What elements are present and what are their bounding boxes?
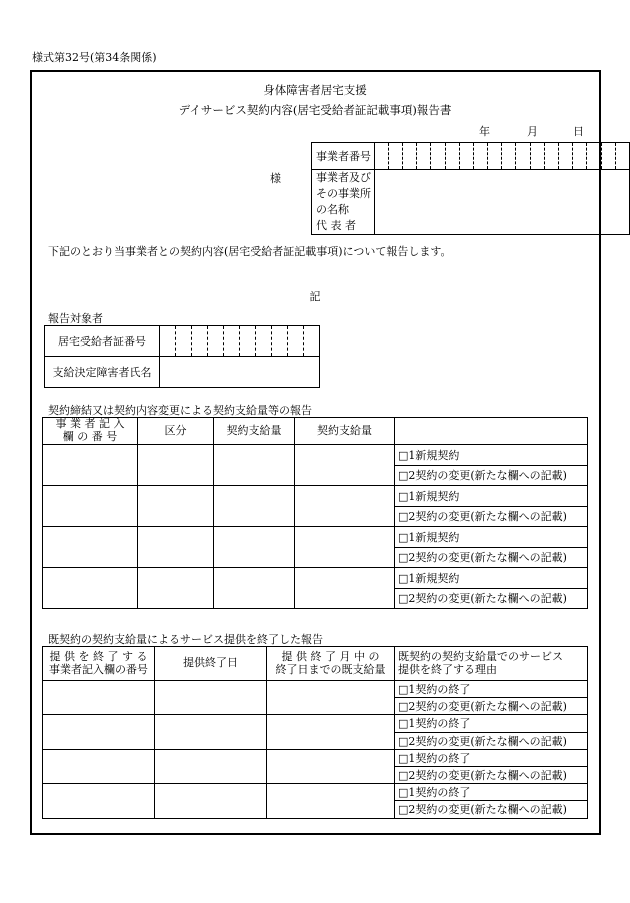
col-category: 区分 — [138, 418, 214, 445]
ki-heading: 記 — [309, 290, 321, 303]
business-number-digit[interactable] — [473, 143, 487, 170]
category-cell[interactable] — [138, 568, 214, 609]
cert-number-digit[interactable] — [208, 326, 224, 357]
business-name-label: 事業者及び その事業所 の名称 代 表 者 — [312, 170, 375, 235]
end-entry-number-cell[interactable] — [43, 749, 155, 783]
amount-cell-2[interactable] — [295, 486, 395, 527]
end-entry-number-cell[interactable] — [43, 784, 155, 818]
form-number: 様式第32号(第34条関係) — [32, 51, 157, 64]
amount-cell-2[interactable] — [295, 527, 395, 568]
business-number-digit[interactable] — [417, 143, 431, 170]
option-new-contract[interactable]: □1新規契約 — [395, 568, 588, 589]
category-cell[interactable] — [138, 445, 214, 486]
col-end-date: 提供終了日 — [155, 647, 267, 681]
cert-number-digit[interactable] — [224, 326, 240, 357]
option-contract-change[interactable]: □2契約の変更(新たな欄への記載) — [395, 588, 588, 609]
col-supplied-amount: 提 供 終 了 月 中 の 終了日までの既支給量 — [267, 647, 395, 681]
service-end-table — [42, 646, 588, 819]
cert-number-digit[interactable] — [192, 326, 208, 357]
business-number-digit[interactable] — [530, 143, 544, 170]
business-number-digit[interactable] — [559, 143, 573, 170]
cert-number-digit[interactable] — [288, 326, 304, 357]
end-entry-number-cell[interactable] — [43, 715, 155, 749]
business-number-digit[interactable] — [615, 143, 629, 170]
option-contract-end[interactable]: □1契約の終了 — [395, 715, 588, 732]
business-number-digit[interactable] — [431, 143, 445, 170]
option-new-contract[interactable]: □1新規契約 — [395, 486, 588, 507]
supplied-amount-cell[interactable] — [267, 784, 395, 818]
business-number-digit[interactable] — [488, 143, 502, 170]
business-number-digit[interactable] — [445, 143, 459, 170]
cert-number-digit[interactable] — [160, 326, 176, 357]
option-contract-end[interactable]: □1契約の終了 — [395, 749, 588, 766]
notice-text: 下記のとおり当事業者との契約内容(居宅受給者証記載事項)について報告します。 — [48, 245, 452, 258]
business-number-digit[interactable] — [459, 143, 473, 170]
date-day: 日 — [573, 125, 584, 138]
entry-number-cell[interactable] — [43, 445, 138, 486]
business-number-digit[interactable] — [402, 143, 416, 170]
col-entry-number: 事 業 者 記 入 欄 の 番 号 — [43, 418, 138, 445]
addressee-suffix: 様 — [270, 172, 281, 185]
business-number-digit[interactable] — [388, 143, 402, 170]
end-date-cell[interactable] — [155, 715, 267, 749]
form-title-line2: デイサービス契約内容(居宅受給者証記載事項)報告書 — [178, 103, 452, 117]
amount-cell[interactable] — [214, 527, 295, 568]
amount-cell-2[interactable] — [295, 568, 395, 609]
col-option-header — [395, 418, 588, 445]
business-number-label: 事業者番号 — [312, 143, 375, 170]
recipient-name-label: 支給決定障害者氏名 — [45, 357, 160, 388]
col-end-reason: 既契約の契約支給量でのサービス 提供を終了する理由 — [395, 647, 588, 681]
business-info-table — [311, 142, 630, 235]
cert-number-digit[interactable] — [272, 326, 288, 357]
option-contract-change[interactable]: □2契約の変更(新たな欄への記載) — [395, 698, 588, 715]
recipient-name-field[interactable] — [160, 357, 320, 388]
cert-number-digit[interactable] — [240, 326, 256, 357]
end-date-cell[interactable] — [155, 681, 267, 715]
option-new-contract[interactable]: □1新規契約 — [395, 445, 588, 466]
end-entry-number-cell[interactable] — [43, 681, 155, 715]
report-target-table — [44, 325, 320, 388]
business-number-digit[interactable] — [587, 143, 601, 170]
entry-number-cell[interactable] — [43, 527, 138, 568]
option-new-contract[interactable]: □1新規契約 — [395, 527, 588, 548]
report-target-heading: 報告対象者 — [48, 312, 103, 325]
supplied-amount-cell[interactable] — [267, 681, 395, 715]
option-contract-change[interactable]: □2契約の変更(新たな欄への記載) — [395, 547, 588, 568]
cert-number-digit[interactable] — [176, 326, 192, 357]
cert-number-digit[interactable] — [256, 326, 272, 357]
category-cell[interactable] — [138, 527, 214, 568]
amount-cell-2[interactable] — [295, 445, 395, 486]
entry-number-cell[interactable] — [43, 568, 138, 609]
business-number-digit[interactable] — [601, 143, 615, 170]
business-number-digit[interactable] — [502, 143, 516, 170]
option-contract-end[interactable]: □1契約の終了 — [395, 681, 588, 698]
col-contract-amount-2: 契約支給量 — [295, 418, 395, 445]
business-name-field[interactable] — [374, 170, 629, 235]
end-date-cell[interactable] — [155, 784, 267, 818]
business-number-digit[interactable] — [374, 143, 388, 170]
amount-cell[interactable] — [214, 486, 295, 527]
cert-number-digit[interactable] — [304, 326, 320, 357]
date-year: 年 — [479, 125, 490, 138]
option-contract-change[interactable]: □2契約の変更(新たな欄への記載) — [395, 766, 588, 783]
category-cell[interactable] — [138, 486, 214, 527]
section2-heading: 契約締結又は契約内容変更による契約支給量等の報告 — [48, 404, 312, 417]
option-contract-change[interactable]: □2契約の変更(新たな欄への記載) — [395, 465, 588, 486]
amount-cell[interactable] — [214, 568, 295, 609]
col-end-entry-number: 提 供 を 終 了 す る 事業者記入欄の番号 — [43, 647, 155, 681]
col-contract-amount: 契約支給量 — [214, 418, 295, 445]
cert-number-label: 居宅受給者証番号 — [45, 326, 160, 357]
date-month: 月 — [527, 125, 538, 138]
contract-report-table — [42, 417, 588, 609]
option-contract-end[interactable]: □1契約の終了 — [395, 784, 588, 801]
business-number-digit[interactable] — [544, 143, 558, 170]
end-date-cell[interactable] — [155, 749, 267, 783]
amount-cell[interactable] — [214, 445, 295, 486]
supplied-amount-cell[interactable] — [267, 715, 395, 749]
supplied-amount-cell[interactable] — [267, 749, 395, 783]
section3-heading: 既契約の契約支給量によるサービス提供を終了した報告 — [48, 633, 323, 646]
form-title-line1: 身体障害者居宅支援 — [263, 83, 367, 97]
entry-number-cell[interactable] — [43, 486, 138, 527]
business-number-digit[interactable] — [573, 143, 587, 170]
option-contract-change[interactable]: □2契約の変更(新たな欄への記載) — [395, 732, 588, 749]
option-contract-change[interactable]: □2契約の変更(新たな欄への記載) — [395, 801, 588, 818]
option-contract-change[interactable]: □2契約の変更(新たな欄への記載) — [395, 506, 588, 527]
business-number-digit[interactable] — [516, 143, 530, 170]
